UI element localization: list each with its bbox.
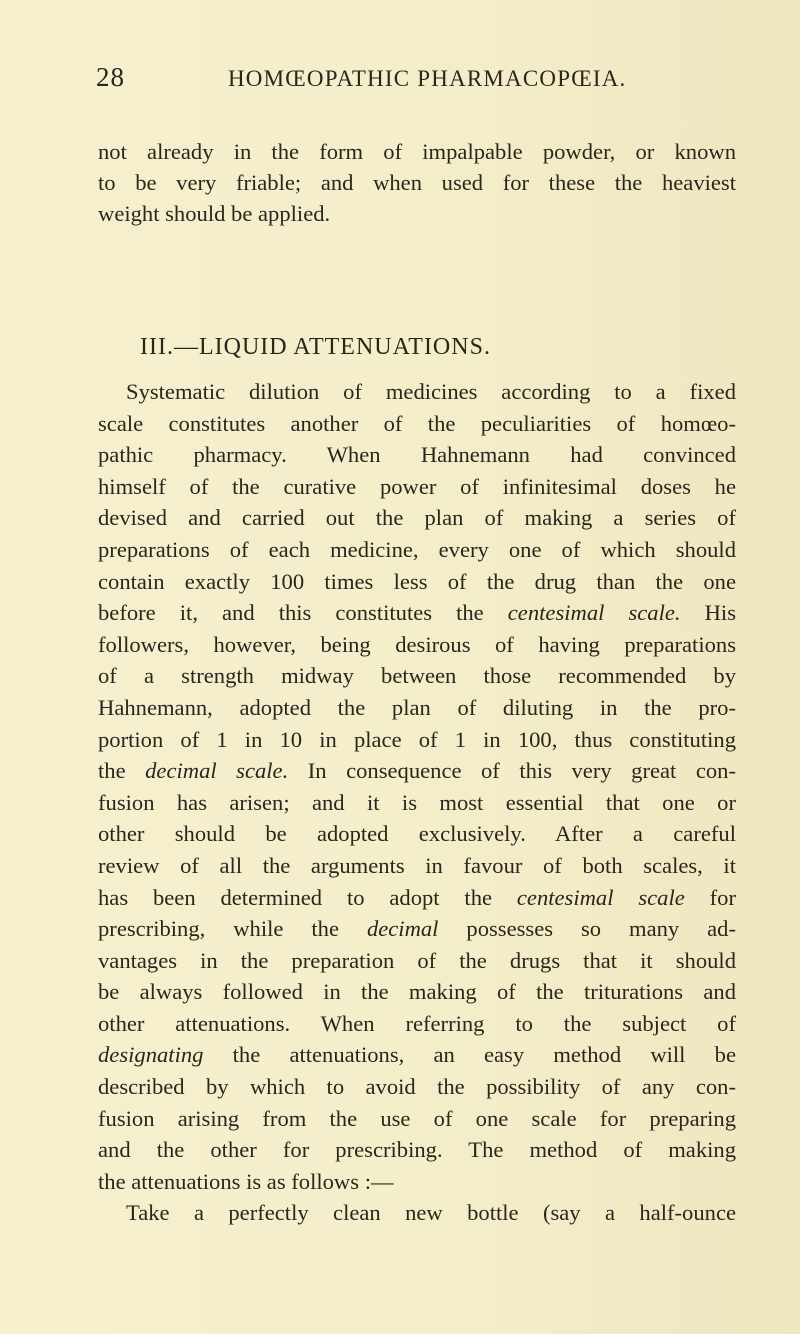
text-line: and the other for prescribing. The method of making: [98, 1137, 736, 1163]
text-line: other should be adopted exclusively. After a careful: [98, 821, 736, 847]
section-heading: III.—LIQUID ATTENUATIONS.: [140, 334, 491, 360]
text-line: the decimal scale. In consequence of this very great con-: [98, 758, 736, 784]
text-line: portion of 1 in 10 in place of 1 in 100, thus constituting: [98, 726, 736, 752]
italic-term: designating: [98, 1042, 204, 1068]
italic-term: centesimal scale: [516, 884, 685, 910]
text-line: the attenuations is as follows :—: [98, 1168, 394, 1194]
page-header: [96, 62, 736, 102]
text-line: before it, and this constitutes the centesimal scale. His: [98, 600, 736, 626]
text-line: be always followed in the making of the triturations and: [98, 979, 736, 1005]
body-paragraph: [98, 376, 736, 1229]
text-line: Take a perfectly clean new bottle (say a half-ounce: [126, 1200, 736, 1226]
text-line: vantages in the preparation of the drugs that it should: [98, 947, 736, 973]
text-line: described by which to avoid the possibility of any con-: [98, 1074, 736, 1100]
text-line: designating the attenuations, an easy method will be: [98, 1042, 736, 1068]
italic-term: decimal scale.: [145, 758, 289, 784]
text-line: weight should be applied.: [98, 201, 331, 226]
text-line: has been determined to adopt the centesimal scale for: [98, 884, 736, 910]
text-line: devised and carried out the plan of making a series of: [98, 505, 736, 531]
text-line: himself of the curative power of infinitesimal doses he: [98, 473, 736, 499]
text-line: fusion arising from the use of one scale for preparing: [98, 1105, 736, 1131]
text-line: Systematic dilution of medicines according to a fixed: [126, 379, 736, 404]
text-line: fusion has arisen; and it is most essential that one or: [98, 789, 736, 815]
text-line: Hahnemann, adopted the plan of diluting in the pro-: [98, 694, 736, 720]
intro-paragraph: [98, 136, 736, 229]
page-number: 28: [96, 62, 125, 92]
text-line: prescribing, while the decimal possesses so many ad-: [98, 916, 737, 942]
text-line: to be very friable; and when used for these the heaviest: [98, 170, 736, 195]
text-line: not already in the form of impalpable powder, or known: [98, 139, 736, 164]
text-line: contain exactly 100 times less of the drug than the one: [98, 568, 736, 594]
text-line: preparations of each medicine, every one of which should: [98, 536, 736, 562]
italic-term: centesimal scale.: [507, 600, 681, 626]
text-line: followers, however, being desirous of having preparations: [98, 631, 736, 657]
text-line: pathic pharmacy. When Hahnemann had convinced: [98, 442, 736, 468]
italic-term: decimal: [366, 916, 439, 942]
text-line: of a strength midway between those recommended by: [98, 663, 736, 689]
text-line: review of all the arguments in favour of both scales, it: [98, 852, 736, 878]
text-line: other attenuations. When referring to the subject of: [98, 1010, 736, 1036]
running-head: HOMŒOPATHIC PHARMACOPŒIA.: [228, 66, 627, 91]
text-line: scale constitutes another of the peculiarities of homœo-: [98, 410, 736, 436]
